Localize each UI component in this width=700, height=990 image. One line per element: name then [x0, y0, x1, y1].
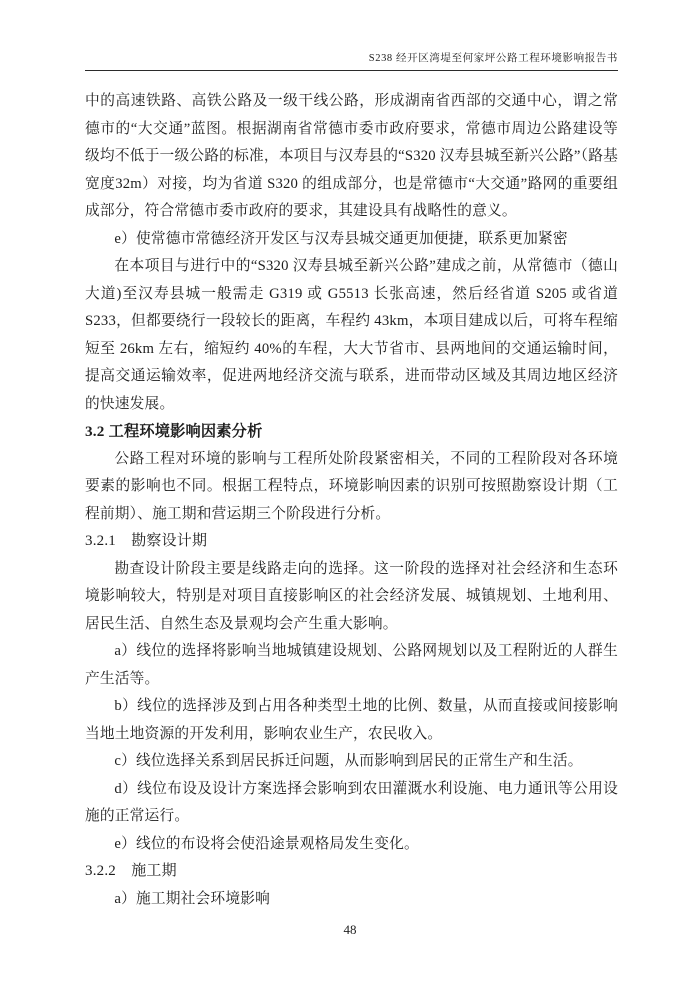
list-item-e2: e）线位的布设将会使沿途景观格局发生变化。 [114, 835, 419, 852]
list-item-a: a）线位的选择将影响当地城镇建设规划、公路网规划以及工程附近的人群生产生活等。 [85, 643, 618, 687]
document-body [85, 88, 618, 913]
paragraph: 勘查设计阶段主要是线路走向的选择。这一阶段的选择对社会经济和生态环境影响较大，特别是对项目直接影响区的社会经济发展、城镇规划、土地利用、居民生活、自然生态及景观均会产生重大影响。 [85, 560, 618, 632]
page-footer [0, 922, 700, 938]
list-item-e: e）使常德市常德经济开发区与汉寿县城交通更加便捷，联系更加紧密 [114, 230, 568, 247]
list-item-a2: a）施工期社会环境影响 [114, 890, 270, 907]
section-heading-3-2: 3.2 工程环境影响因素分析 [85, 423, 263, 440]
page-header [85, 50, 618, 71]
list-item-d: d）线位布设及设计方案选择会影响到农田灌溉水利设施、电力通讯等公用设施的正常运行。 [85, 780, 618, 824]
running-header-title: S238 经开区湾堤至何家坪公路工程环境影响报告书 [368, 53, 618, 64]
paragraph: 公路工程对环境的影响与工程所处阶段紧密相关，不同的工程阶段对各环境要素的影响也不同。根据工程特点，环境影响因素的识别可按照勘察设计期（工程前期）、施工期和营运期三个阶段进行分析。 [85, 450, 618, 522]
paragraph-continued: 中的高速铁路、高铁公路及一级干线公路，形成湖南省西部的交通中心，谓之常德市的“大交通”蓝图。根据湖南省常德市委市政府要求，常德市周边公路建设等级均不低于一级公路的标准，本项目与汉寿县的“S320 汉寿县城至新兴公路”（路基宽度32m）对接，均为省道 S320 的组成部分，也是常德市“大交通”路网的重要组成部分，符合常德市委市政府的要求，其建设具有战略性的意义。 [85, 93, 618, 219]
paragraph: 在本项目与进行中的“S320 汉寿县城至新兴公路”建成之前，从常德市（德山大道)至汉寿县城一般需走 G319 或 G5513 长张高速，然后经省道 S205 或省道 S233，但都要绕行一段较长的距离，车程约 43km，本项目建成以后，可将车程缩短至 26km 左右，缩短约 40%的车程，大大节省市、县两地间的交通运输时间，提高交通运输效率，促进两地经济交流与联系，进而带动区域及其周边地区经济的快速发展。 [85, 258, 618, 412]
header-rule [85, 70, 618, 71]
list-item-b: b）线位的选择涉及到占用各种类型土地的比例、数量，从而直接或间接影响当地土地资源的开发利用，影响农业生产，农民收入。 [85, 698, 618, 742]
page-number: 48 [343, 922, 357, 937]
section-heading-3-2-1: 3.2.1 勘察设计期 [85, 533, 208, 549]
list-item-c: c）线位选择关系到居民拆迁问题，从而影响到居民的正常生产和生活。 [114, 753, 583, 769]
section-heading-3-2-2: 3.2.2 施工期 [85, 863, 177, 879]
